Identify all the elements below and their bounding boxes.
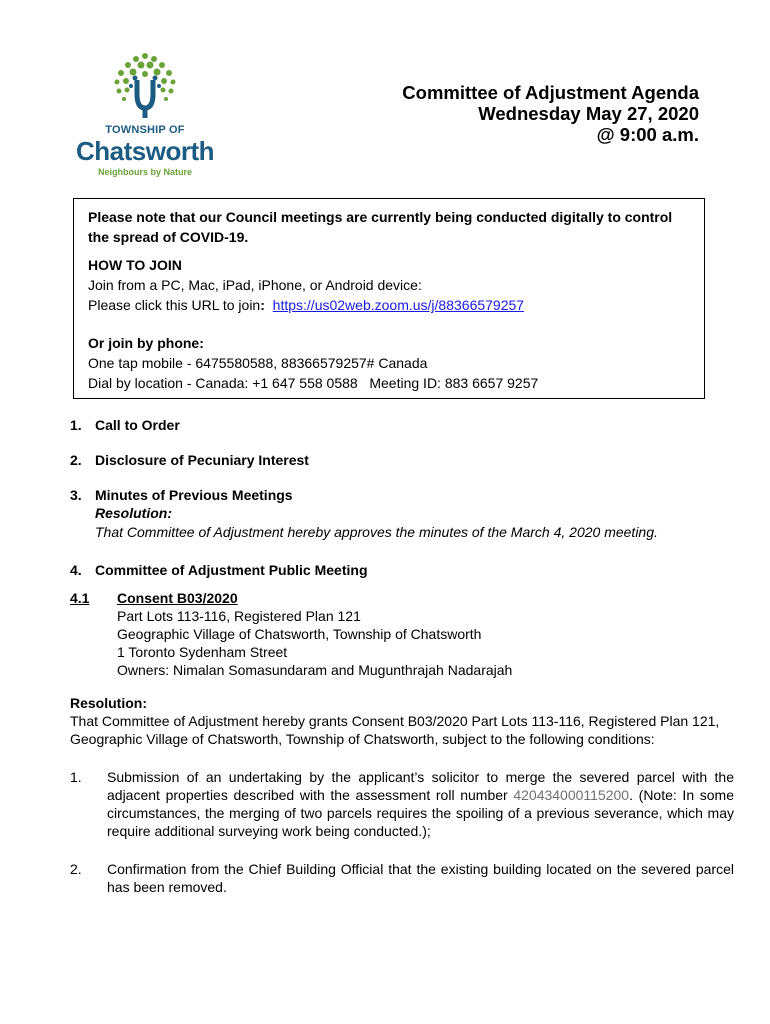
logo-tagline: Neighbours by Nature [97,167,192,177]
consent-line-4: Owners: Nimalan Somasundaram and Mugunthrajah Nadarajah [117,662,513,678]
consent-resolution-text: That Committee of Adjustment hereby grants Consent B03/2020 Part Lots 113-116, Registered Plan 121, Geographic Village of Chatsworth, Township of Chatsworth, subject to the following conditions: [70,713,720,747]
minutes-resolution-label: Resolution: [95,505,172,521]
item-number: 2. [70,452,82,468]
tree-icon [105,50,185,118]
title-line-2: Wednesday May 27, 2020 [478,103,699,124]
title-line-3: @ 9:00 a.m. [596,124,699,145]
condition-2 [70,860,734,896]
logo-top-text: TOWNSHIP OF [105,124,185,136]
agenda-item-3 [70,486,734,542]
condition-text [107,768,734,840]
click-url-line [88,295,690,315]
zoom-link[interactable]: https://us02web.zoom.us/j/88366579257 [272,297,525,313]
condition-number: 2. [70,861,82,877]
item-title: Call to Order [95,417,180,433]
condition-text: Confirmation from the Chief Building Official that the existing building located on the severed parcel has been removed. [107,861,734,895]
condition-text-a: Submission of an undertaking by the applicant’s solicitor to merge the severed parcel with the adjacent properties described with the assessment roll number [107,769,734,803]
consent-line-2: Geographic Village of Chatsworth, Township of Chatsworth [117,626,482,642]
click-url-prefix: Please click this URL to join [88,297,261,313]
condition-number: 1. [70,769,82,785]
consent-line-1: Part Lots 113-116, Registered Plan 121 [117,608,361,624]
item-title: Disclosure of Pecuniary Interest [95,452,309,468]
consent-resolution [70,694,734,748]
consent-title: Consent B03/2020 [117,590,238,606]
join-devices-text: Join from a PC, Mac, iPad, iPhone, or Android device: [88,277,422,293]
minutes-resolution-text: That Committee of Adjustment hereby approves the minutes of the March 4, 2020 meeting. [95,524,658,540]
assessment-roll-number: 420434000115200 [513,787,630,803]
dial-location-text: Dial by location - Canada: +1 647 558 0588 Meeting ID: 883 6657 9257 [88,375,539,391]
notice-intro: Please note that our Council meetings are currently being conducted digitally to control the spread of COVID-19. [88,209,673,245]
one-tap-text: One tap mobile - 6475580588, 88366579257# Canada [88,355,428,371]
consent-line-3: 1 Toronto Sydenham Street [117,644,288,660]
item-number: 1. [70,417,82,433]
agenda-title [402,82,699,145]
condition-text-b: . (Note: In some circumstances, the merging of two parcels requires the spoiling of a previous severance, which may require additional surveying work being conducted.); [107,787,735,839]
agenda-item-1 [70,416,734,434]
sub-item-number: 4.1 [70,590,90,606]
sub-item-4-1 [70,589,734,679]
township-logo [70,50,220,180]
consent-resolution-label: Resolution: [70,695,147,711]
agenda-content [70,416,734,896]
agenda-item-2 [70,451,734,469]
logo-name: Chatsworth [76,136,214,166]
item-title: Minutes of Previous Meetings [95,487,293,503]
item-number: 3. [70,487,82,503]
item-number: 4. [70,562,82,578]
condition-1 [70,768,734,840]
covid-notice-box [73,198,705,399]
item-title: Committee of Adjustment Public Meeting [95,562,368,578]
title-line-1: Committee of Adjustment Agenda [402,82,699,103]
how-to-join-heading: HOW TO JOIN [88,257,182,273]
phone-heading: Or join by phone: [88,335,204,351]
colon: : [260,297,265,313]
agenda-item-4 [70,561,734,579]
